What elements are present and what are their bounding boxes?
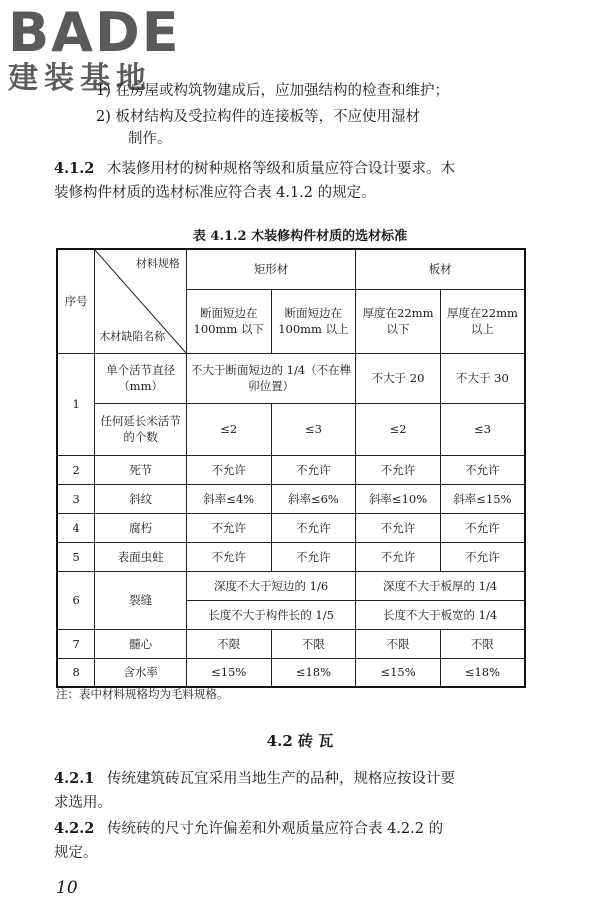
list-item-2: 2) 板材结构及受拉构件的连接板等，不应使用湿材 (96, 109, 420, 125)
cell: ≤3 (440, 403, 525, 455)
row-name: 裂缝 (95, 571, 187, 629)
header-diag-bottom: 木材缺陷名称 (99, 329, 166, 343)
cell: 不允许 (356, 542, 441, 571)
cell: 斜率≤6% (271, 484, 356, 513)
clause-text: 传统建筑砖瓦宜采用当地生产的品种，规格应按设计要 (106, 771, 455, 787)
row-num: 6 (57, 571, 95, 629)
cell: 不大于断面短边的 1/4（不在榫卯位置） (186, 353, 355, 403)
cell: 不大于 20 (356, 353, 441, 403)
table-row (57, 484, 525, 513)
page-number: 10 (56, 878, 78, 898)
header-rect: 矩形材 (186, 249, 355, 289)
cell: ≤2 (186, 403, 271, 455)
cell: 不限 (186, 629, 271, 658)
clause-421 (54, 768, 455, 790)
cell: 斜率≤15% (440, 484, 525, 513)
row-num: 7 (57, 629, 95, 658)
clause-text: 传统砖的尺寸允许偏差和外观质量应符合表 4.2.2 的 (106, 821, 444, 837)
clause-number: 4.2.2 (54, 820, 95, 837)
clause-number: 4.2.1 (54, 770, 95, 787)
row-name: 死节 (95, 455, 187, 484)
logo-subtitle: 建装基地 (8, 61, 152, 96)
cell: 不允许 (440, 455, 525, 484)
cell: 不限 (271, 629, 356, 658)
cell: 深度不大于板厚的 1/4 (356, 571, 525, 600)
row-num: 8 (57, 658, 95, 687)
material-table (56, 248, 526, 688)
header-c2: 断面短边在100mm 以上 (271, 289, 356, 353)
header-board: 板材 (356, 249, 525, 289)
table-row (57, 658, 525, 687)
row-num: 2 (57, 455, 95, 484)
row-name: 髓心 (95, 629, 187, 658)
row-num: 4 (57, 513, 95, 542)
table-row (57, 513, 525, 542)
cell: 不限 (440, 629, 525, 658)
header-diagonal (95, 249, 187, 353)
cell: 长度不大于构件长的 1/5 (186, 600, 355, 629)
cell: 不允许 (271, 455, 356, 484)
cell: ≤15% (356, 658, 441, 687)
cell: ≤18% (271, 658, 356, 687)
cell: 长度不大于板宽的 1/4 (356, 600, 525, 629)
table-row (57, 629, 525, 658)
clause-text: 木装修用材的树种规格等级和质量应符合设计要求。木 (106, 161, 455, 177)
cell: ≤2 (356, 403, 441, 455)
table-note: 注：表中材料规格均为毛料规格。 (56, 687, 229, 701)
cell: 斜率≤4% (186, 484, 271, 513)
header-c1: 断面短边在100mm 以下 (186, 289, 271, 353)
cell: 不允许 (440, 513, 525, 542)
table-caption: 表 4.1.2 木装修构件材质的选材标准 (192, 229, 408, 244)
cell: 不允许 (186, 455, 271, 484)
clause-412 (54, 158, 455, 180)
cell: 深度不大于短边的 1/6 (186, 571, 355, 600)
logo-wordmark: BADE (8, 1, 181, 64)
list-item-1: 1) 在房屋或构筑物建成后，应加强结构的检查和维护； (96, 83, 449, 99)
cell: 不允许 (271, 542, 356, 571)
row-name: 斜纹 (95, 484, 187, 513)
cell: 斜率≤10% (356, 484, 441, 513)
header-c4: 厚度在22mm 以上 (440, 289, 525, 353)
clause-412-cont: 装修构件材质的选材标准应符合表 4.1.2 的规定。 (54, 185, 376, 201)
cell: 不允许 (356, 513, 441, 542)
cell: 不允许 (186, 513, 271, 542)
row-name: 表面虫蛀 (95, 542, 187, 571)
cell: 不限 (356, 629, 441, 658)
header-c3: 厚度在22mm 以下 (356, 289, 441, 353)
list-item-2-cont: 制作。 (128, 131, 172, 147)
row-name: 任何延长米活节的个数 (95, 403, 187, 455)
clause-422-cont: 规定。 (54, 845, 98, 861)
cell: 不允许 (271, 513, 356, 542)
cell: 不允许 (356, 455, 441, 484)
cell: 不允许 (186, 542, 271, 571)
header-seq: 序号 (57, 249, 95, 353)
row-num: 3 (57, 484, 95, 513)
cell: 不允许 (440, 542, 525, 571)
cell: ≤15% (186, 658, 271, 687)
section-title: 4.2 砖 瓦 (266, 732, 334, 750)
row-name: 单个活节直径（mm） (95, 353, 187, 403)
table-row (57, 455, 525, 484)
cell: ≤18% (440, 658, 525, 687)
header-diag-top: 材料规格 (135, 257, 180, 270)
clause-number: 4.1.2 (54, 160, 95, 177)
row-num: 5 (57, 542, 95, 571)
cell: ≤3 (271, 403, 356, 455)
row-name: 腐朽 (95, 513, 187, 542)
row-name: 含水率 (95, 658, 187, 687)
row-num: 1 (57, 353, 95, 455)
table-row (57, 542, 525, 571)
clause-421-cont: 求选用。 (54, 795, 112, 811)
clause-422 (54, 818, 443, 840)
cell: 不大于 30 (440, 353, 525, 403)
